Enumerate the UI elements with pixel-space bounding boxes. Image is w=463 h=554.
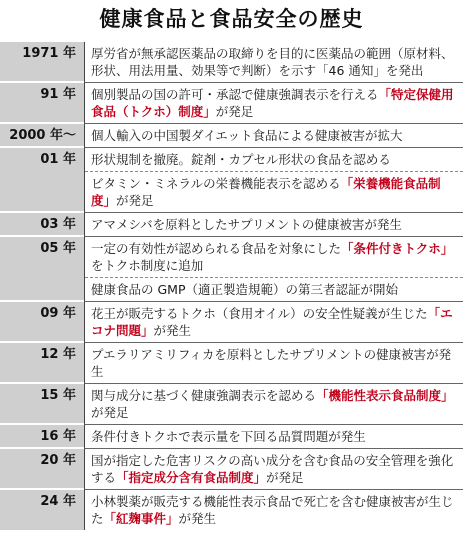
timeline-row: [0, 425, 463, 449]
timeline-row: [0, 343, 463, 384]
entry-text-suffix: をトクホ制度に追加: [91, 258, 204, 273]
entry-highlight: 「紅麹事件」: [103, 511, 179, 526]
timeline-entry: [85, 83, 463, 123]
timeline-entry: [85, 302, 463, 342]
timeline-year: 91 年: [0, 83, 84, 124]
timeline-row: [0, 124, 463, 148]
timeline-year: 01 年: [0, 148, 84, 213]
timeline-entries: [84, 83, 463, 124]
timeline-year: 1971 年: [0, 42, 84, 83]
timeline-year: 05 年: [0, 237, 84, 302]
entry-text: プエラリアミリフィカを原料としたサプリメントの健康被害が発生: [91, 347, 452, 379]
timeline-entry: [85, 384, 463, 424]
timeline-entries: [84, 213, 463, 237]
entry-text: 形状規制を撤廃。錠剤・カプセル形状の食品を認める: [91, 152, 391, 167]
entry-text: 条件付きトクホで表示量を下回る品質問題が発生: [91, 429, 366, 444]
timeline-entries: [84, 302, 463, 343]
entry-highlight: 「栄養機能食品制度」: [91, 176, 441, 208]
entry-highlight: 「機能性表示食品制度」: [316, 388, 454, 403]
timeline-entry: [85, 425, 463, 448]
timeline-entry: [85, 343, 463, 383]
entry-text: 国が指定した危害リスクの高い成分を含む食品の安全管理を強化する: [91, 453, 454, 485]
timeline-entry: [85, 449, 463, 489]
timeline-row: [0, 237, 463, 302]
entry-text-suffix: が発足: [215, 104, 254, 119]
timeline-year: 16 年: [0, 425, 84, 449]
timeline-entries: [84, 42, 463, 83]
timeline-entries: [84, 384, 463, 425]
timeline-entries: [84, 425, 463, 449]
timeline-entry: [85, 237, 463, 277]
entry-highlight: 「条件付きトクホ」: [341, 241, 454, 256]
entry-text: 関与成分に基づく健康強調表示を認める: [91, 388, 317, 403]
timeline-row: [0, 490, 463, 530]
timeline-row: [0, 384, 463, 425]
timeline-year: 03 年: [0, 213, 84, 237]
timeline-entry: [85, 277, 463, 301]
timeline-entry: [85, 171, 463, 212]
entry-text-suffix: が発足: [91, 405, 129, 420]
timeline-entries: [84, 124, 463, 148]
entry-text-suffix: が発生: [178, 511, 217, 526]
page-title: 健康食品と食品安全の歴史: [99, 7, 364, 31]
timeline-entry: [85, 490, 463, 530]
timeline-entry: [85, 148, 463, 171]
timeline-entry: [85, 124, 463, 147]
timeline-year: 12 年: [0, 343, 84, 384]
history-timeline: [0, 42, 463, 530]
timeline-row: [0, 302, 463, 343]
timeline-year: 24 年: [0, 490, 84, 530]
entry-text: 厚労省が無承認医薬品の取締りを目的に医薬品の範囲（原材料、形状、用法用量、効果等で判断）を示す「46 通知」を発出: [91, 46, 454, 78]
timeline-entry: [85, 42, 463, 82]
timeline-row: [0, 83, 463, 124]
timeline-row: [0, 449, 463, 490]
entry-text: 健康食品の GMP（適正製造規範）の第三者認証が開始: [91, 282, 398, 297]
timeline-row: [0, 148, 463, 213]
timeline-year: 15 年: [0, 384, 84, 425]
entry-text: アマメシバを原料としたサプリメントの健康被害が発生: [91, 217, 402, 232]
entry-text: 花王が販売するトクホ（食用オイル）の安全性疑義が生じた: [91, 306, 428, 321]
entry-text-suffix: が発足: [266, 470, 304, 485]
entry-text: 個人輸入の中国製ダイエット食品による健康被害が拡大: [91, 128, 403, 143]
timeline-row: [0, 213, 463, 237]
entry-text-suffix: が発生: [153, 323, 192, 338]
timeline-entries: [84, 148, 463, 213]
timeline-entries: [84, 237, 463, 302]
entry-text: 小林製薬が販売する機能性表示食品で死亡を含む健康被害が生じた: [91, 494, 454, 526]
timeline-year: 09 年: [0, 302, 84, 343]
entry-text: 一定の有効性が認められる食品を対象にした: [91, 241, 342, 256]
timeline-year: 2000 年〜: [0, 124, 84, 148]
timeline-entries: [84, 343, 463, 384]
entry-highlight: 「エコナ問題」: [91, 306, 453, 338]
timeline-row: [0, 42, 463, 83]
timeline-entry: [85, 213, 463, 236]
timeline-entries: [84, 490, 463, 530]
entry-text-suffix: が発足: [116, 193, 154, 208]
timeline-entries: [84, 449, 463, 490]
entry-highlight: 「指定成分含有食品制度」: [116, 470, 267, 485]
entry-text: ビタミン・ミネラルの栄養機能表示を認める: [91, 176, 341, 191]
entry-text: 個別製品の国の許可・承認で健康強調表示を行える: [91, 87, 379, 102]
timeline-year: 20 年: [0, 449, 84, 490]
entry-highlight: 「特定保健用食品（トクホ）制度」: [91, 87, 454, 119]
